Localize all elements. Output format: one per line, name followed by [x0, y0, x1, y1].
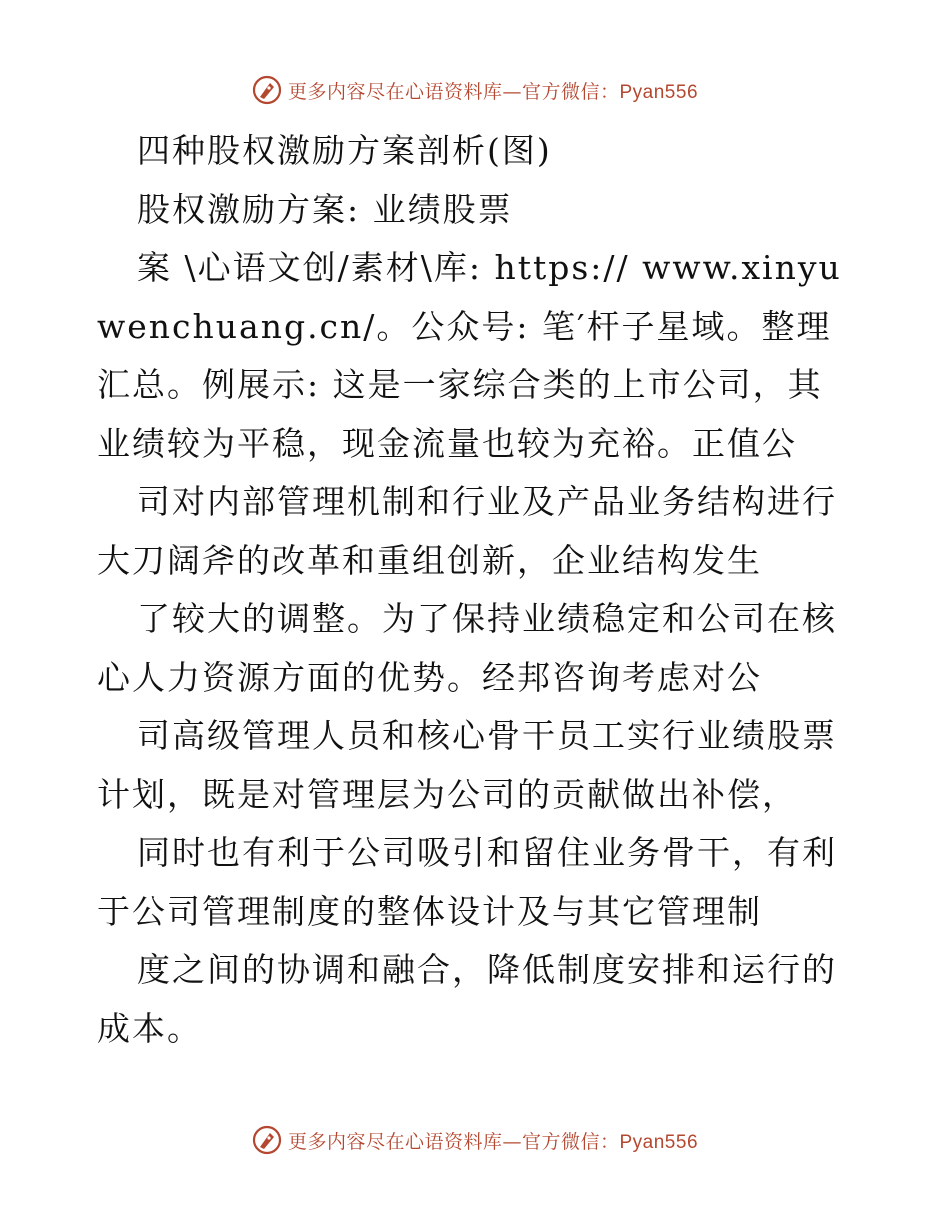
paragraph-2: 股权激励方案: 业绩股票 [137, 189, 513, 229]
paragraph-6: 司高级管理人员和核心骨干员工实行业绩股票计划，既是对管理层为公司的贡献做出补偿， [97, 716, 837, 814]
paragraph-4: 司对内部管理机制和行业及产品业务结构进行大刀阔斧的改革和重组创新，企业结构发生 [97, 482, 837, 580]
paragraph-5: 了较大的调整。为了保持业绩稳定和公司在核心人力资源方面的优势。经邦咨询考虑对公 [97, 599, 837, 697]
paragraph-7: 同时也有利于公司吸引和留住业务骨干，有利于公司管理制度的整体设计及与其它管理制 [97, 833, 837, 931]
footer-banner [0, 1122, 950, 1158]
paragraph-1: 四种股权激励方案剖析(图) [137, 131, 552, 170]
document-body [97, 122, 853, 1058]
pen-nib-logo-icon [252, 75, 282, 105]
wechat-id: Pyan556 [619, 81, 699, 103]
banner-text: 更多内容尽在心语资料库—官方微信：Pyan556 [287, 1130, 699, 1153]
banner-text: 更多内容尽在心语资料库—官方微信：Pyan556 [287, 80, 699, 103]
header-banner [0, 72, 950, 108]
pen-nib-logo-icon [252, 1125, 282, 1155]
wechat-id: Pyan556 [619, 1131, 699, 1153]
paragraph-3: 案 \心语文创/素材\库: https:// www.xinyuwenchuang.cn/。公众号: 笔′杆子星域。整理汇总。例展示: 这是一家综合类的上市公司，其业绩较为平稳，现金流量也较为充裕。正值公 [97, 248, 842, 463]
paragraph-8: 度之间的协调和融合，降低制度安排和运行的成本。 [97, 950, 837, 1048]
